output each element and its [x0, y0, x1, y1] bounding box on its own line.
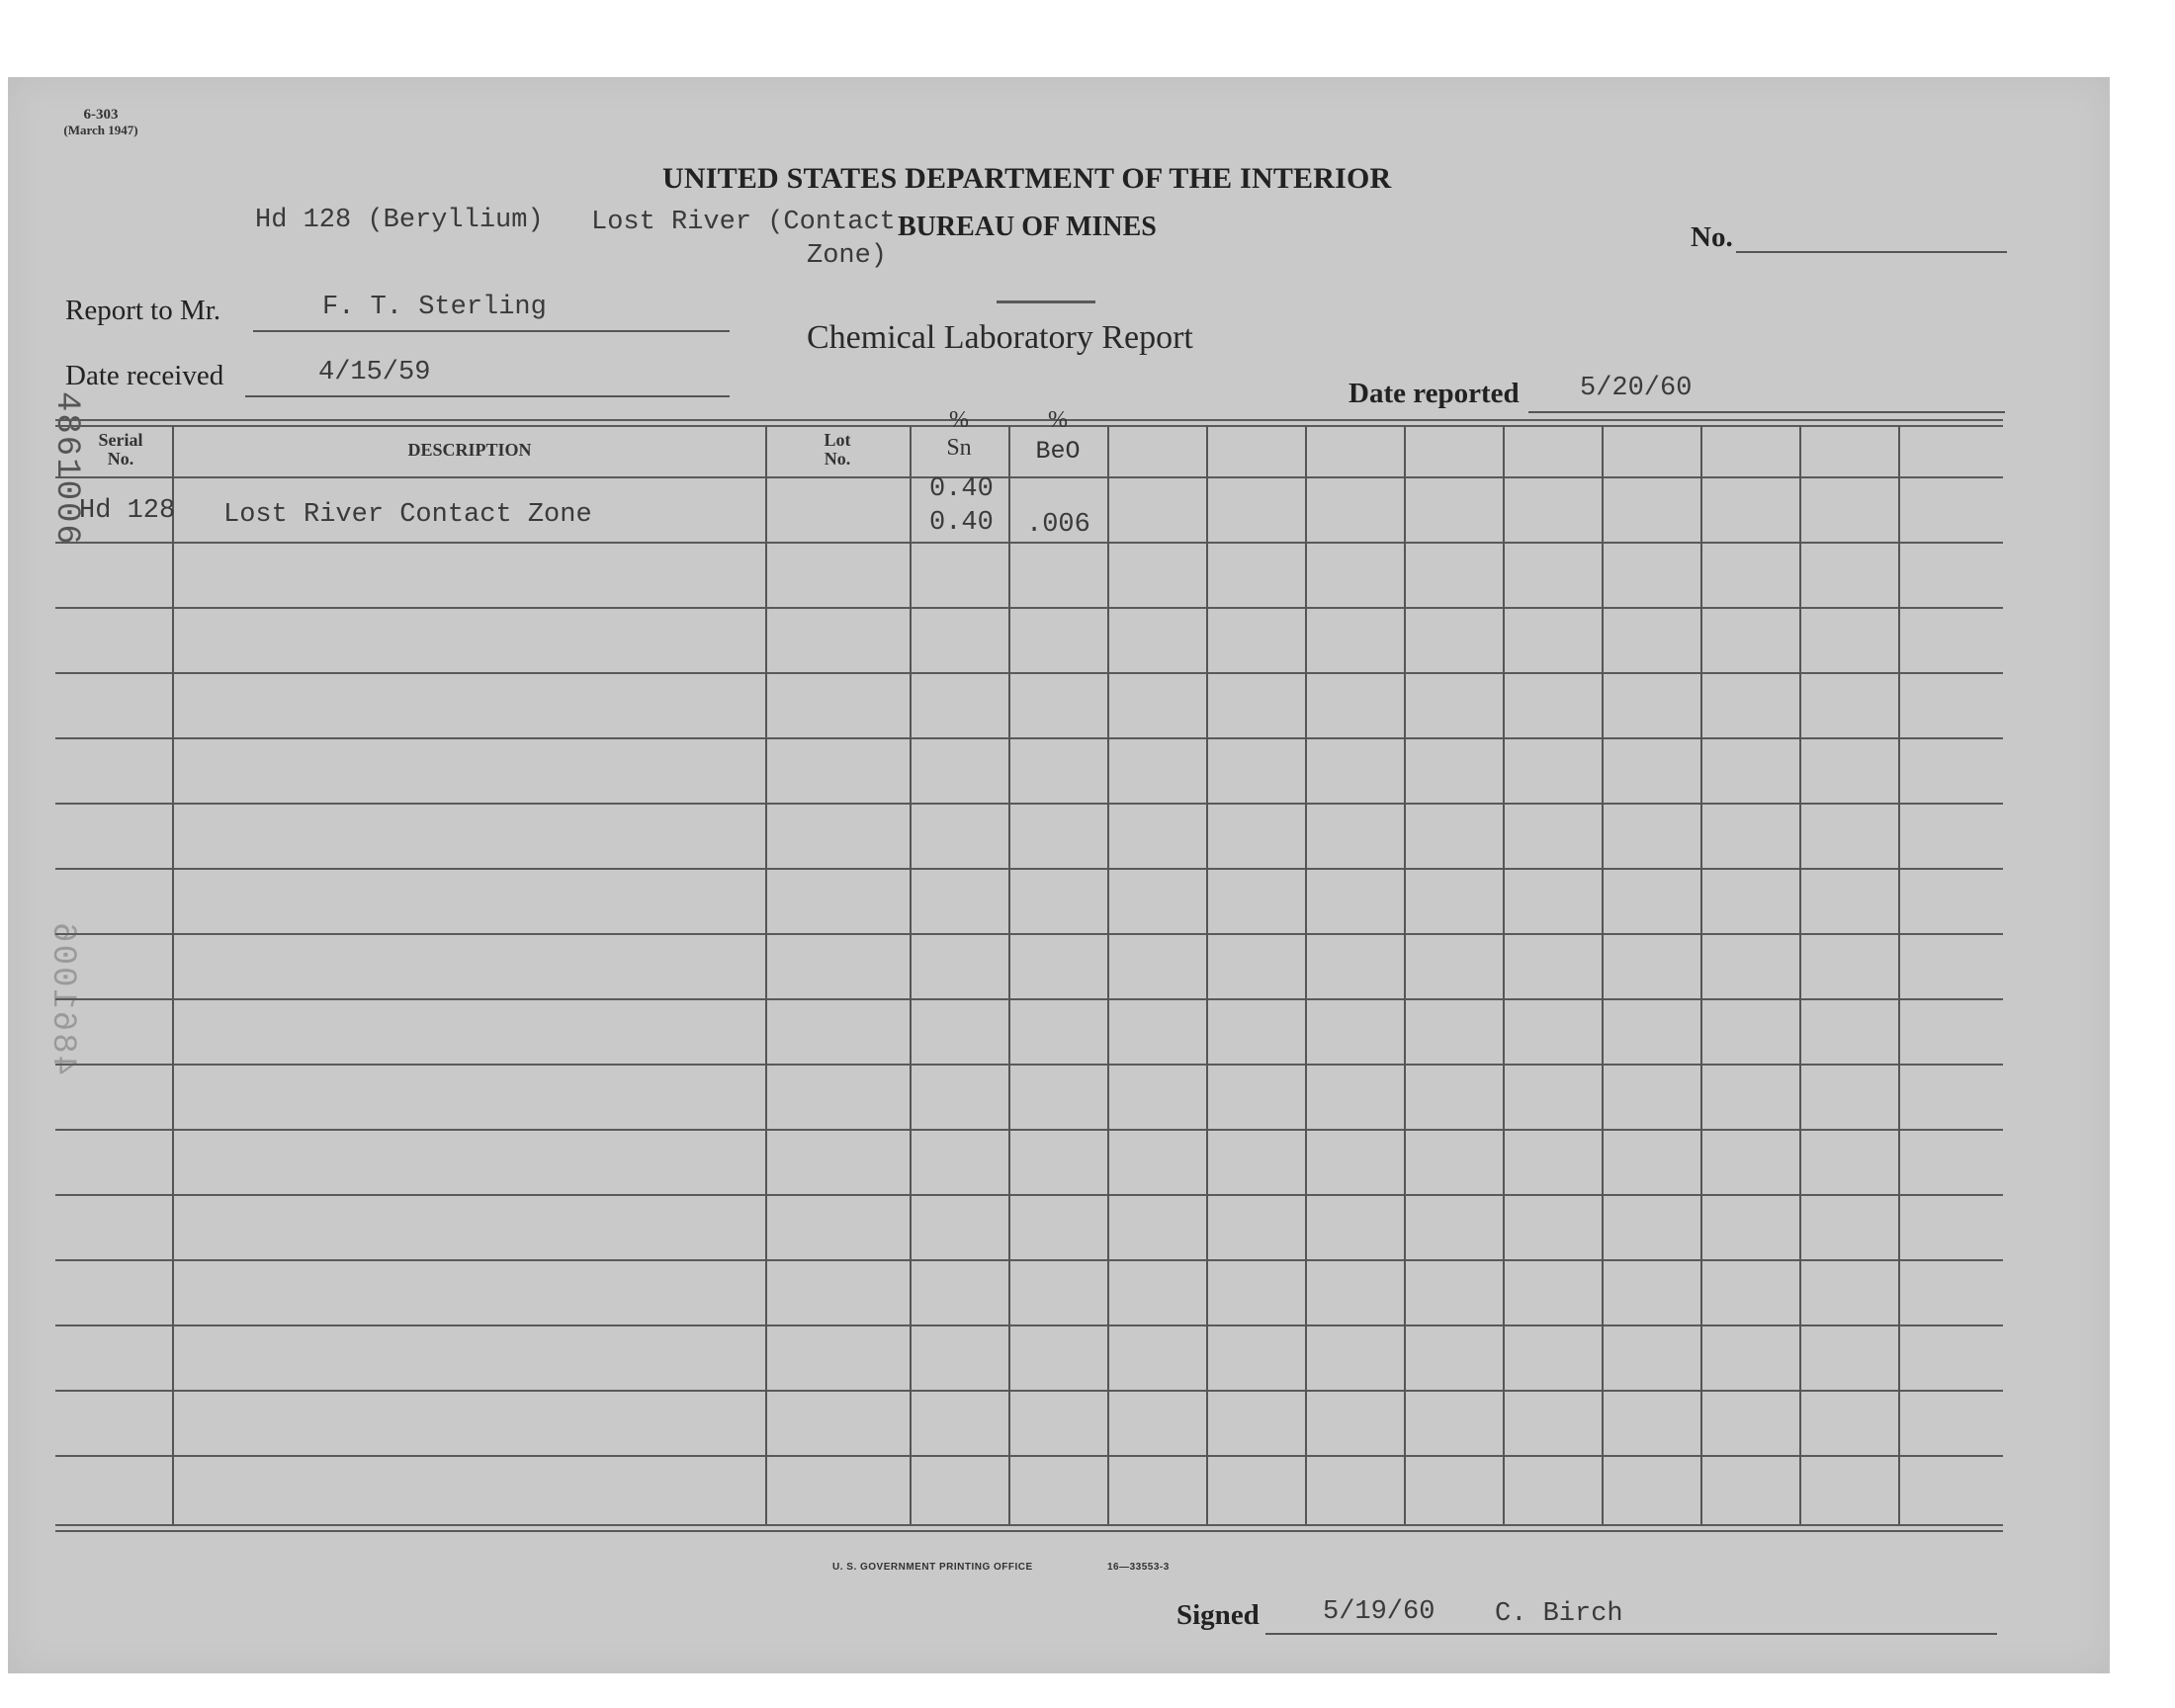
date-reported-label: Date reported [1348, 378, 1520, 409]
row-rule [55, 998, 2003, 1000]
side-serial-stamp: 4861006 [47, 391, 85, 547]
cell-beo: .006 [1026, 510, 1090, 540]
signed-date: 5/19/60 [1323, 1597, 1436, 1627]
header-beo-unit: % [1048, 407, 1068, 433]
row-rule [55, 1194, 2003, 1196]
header-lot-no: Lot No. [824, 430, 851, 469]
header-sn: Sn [946, 435, 972, 461]
col-divider-serial [172, 425, 174, 1524]
table-header-rule [55, 476, 2003, 478]
cell-description: Lost River Contact Zone [223, 500, 592, 530]
col-divider-description [765, 425, 767, 1524]
results-table [55, 407, 2003, 1605]
signed-name: C. Birch [1495, 1599, 1623, 1629]
col-divider [1602, 425, 1604, 1524]
signed-label: Signed [1176, 1599, 1260, 1631]
col-divider [1206, 425, 1208, 1524]
side-serial-stamp-faint: 4861006 [44, 920, 81, 1075]
col-divider-lot [910, 425, 912, 1524]
col-divider [1898, 425, 1900, 1524]
report-to-value: F. T. Sterling [322, 293, 547, 322]
row-rule [55, 803, 2003, 805]
cell-sn-2: 0.40 [929, 508, 994, 538]
title-rule [997, 300, 1095, 303]
row-rule [55, 1390, 2003, 1392]
header-sn-unit: % [949, 407, 969, 433]
cell-serial: Hd 128 [79, 496, 176, 526]
row-rule [55, 1259, 2003, 1261]
typed-heading-location: Lost River (Contact [591, 208, 896, 237]
signature-underline [1265, 1633, 1997, 1635]
row-rule [55, 1129, 2003, 1131]
row-rule [55, 1324, 2003, 1326]
table-bottom-rule-2 [55, 1530, 2003, 1532]
row-rule [55, 542, 2003, 544]
no-underline [1736, 251, 2007, 253]
date-received-value: 4/15/59 [318, 358, 431, 387]
row-rule [55, 672, 2003, 674]
header-description: DESCRIPTION [407, 440, 532, 460]
col-divider [1404, 425, 1406, 1524]
col-divider [1503, 425, 1505, 1524]
form-number-date: (March 1947) [63, 123, 138, 137]
report-sheet [8, 77, 2110, 1673]
row-rule [55, 933, 2003, 935]
row-rule [55, 607, 2003, 609]
report-title: Chemical Laboratory Report [807, 319, 1193, 356]
col-divider [1700, 425, 1702, 1524]
col-divider [1305, 425, 1307, 1524]
date-received-label: Date received [65, 360, 224, 391]
date-reported-value: 5/20/60 [1580, 374, 1693, 403]
typed-heading-sample: Hd 128 (Beryllium) [255, 206, 544, 235]
row-rule [55, 1455, 2003, 1457]
bureau-heading: BUREAU OF MINES [898, 212, 1157, 242]
table-bottom-rule [55, 1524, 2003, 1526]
printing-office: U. S. GOVERNMENT PRINTING OFFICE [832, 1562, 1033, 1573]
typed-heading-location-2: Zone) [807, 241, 888, 271]
printing-code: 16—33553-3 [1107, 1562, 1170, 1573]
date-reported-underline [1528, 411, 2005, 413]
col-divider [1799, 425, 1801, 1524]
header-beo: BeO [1035, 437, 1081, 466]
row-rule [55, 1064, 2003, 1066]
no-label: No. [1691, 221, 1733, 253]
report-to-label: Report to Mr. [65, 295, 221, 326]
form-number-code: 6-303 [83, 107, 119, 123]
form-number [51, 107, 150, 138]
col-divider-beo [1107, 425, 1109, 1524]
department-heading: UNITED STATES DEPARTMENT OF THE INTERIOR [662, 162, 1392, 195]
cell-sn-1: 0.40 [929, 474, 994, 504]
row-rule [55, 737, 2003, 739]
report-to-underline [253, 330, 730, 332]
date-received-underline [245, 395, 730, 397]
col-divider-sn [1008, 425, 1010, 1524]
header-serial-no: Serial No. [98, 430, 143, 469]
row-rule [55, 868, 2003, 870]
